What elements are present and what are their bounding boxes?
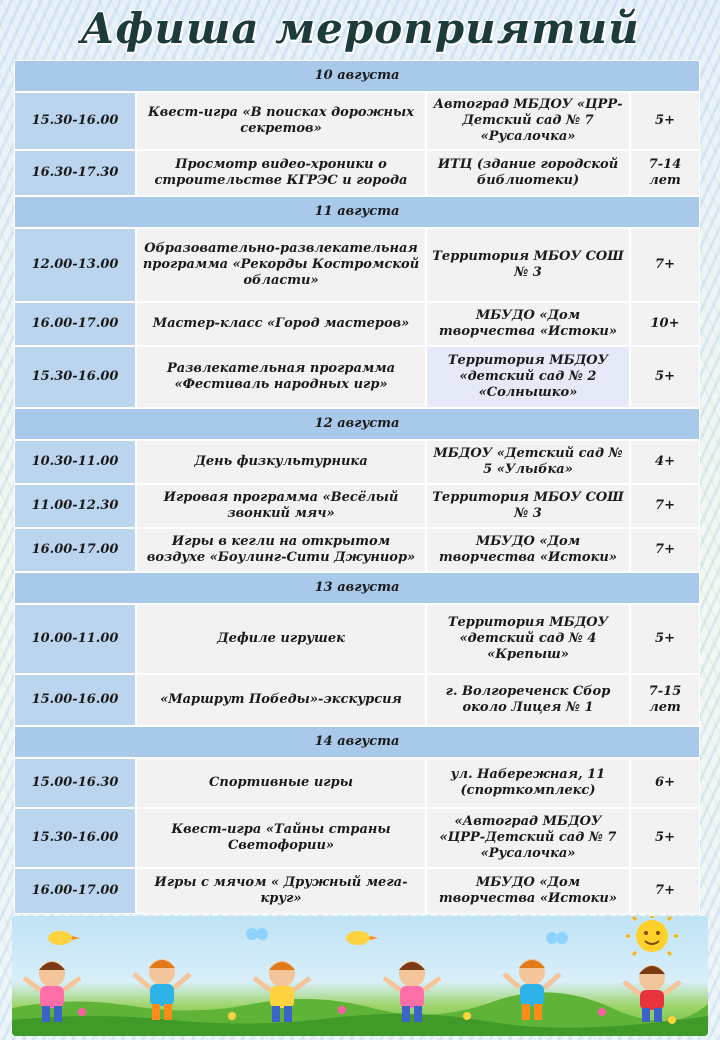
event-place: Территория МБОУ СОШ № 3	[426, 484, 630, 528]
date-row	[14, 196, 700, 228]
bird-icon	[48, 931, 378, 945]
event-row	[14, 228, 700, 302]
date-label: 11 августа	[14, 196, 700, 228]
event-place: ИТЦ (здание городской библиотеки)	[426, 150, 630, 196]
date-label: 10 августа	[14, 60, 700, 92]
event-place: Территория МБДОУ «детский сад № 4 «Крепыш»	[426, 604, 630, 674]
event-age: 4+	[630, 440, 700, 484]
event-row	[14, 440, 700, 484]
event-age: 5+	[630, 808, 700, 868]
event-time: 15.30-16.00	[14, 346, 136, 408]
event-name: Игровая программа «Весёлый звонкий мяч»	[136, 484, 426, 528]
event-time: 15.00-16.30	[14, 758, 136, 808]
event-row	[14, 528, 700, 572]
event-name: Игры в кегли на открытом воздухе «Боулинг-Сити Джуниор»	[136, 528, 426, 572]
event-age: 5+	[630, 92, 700, 150]
date-label: 14 августа	[14, 726, 700, 758]
event-place: г. Волгореченск Сбор около Лицея № 1	[426, 674, 630, 726]
date-row	[14, 60, 700, 92]
date-row	[14, 726, 700, 758]
event-age: 6+	[630, 758, 700, 808]
event-name: «Маршрут Победы»-экскурсия	[136, 674, 426, 726]
date-label: 12 августа	[14, 408, 700, 440]
event-age: 7+	[630, 868, 700, 914]
date-label: 13 августа	[14, 572, 700, 604]
event-row	[14, 150, 700, 196]
event-row	[14, 484, 700, 528]
event-row	[14, 302, 700, 346]
date-row	[14, 572, 700, 604]
event-time: 10.30-11.00	[14, 440, 136, 484]
event-age: 7-14 лет	[630, 150, 700, 196]
event-name: Спортивные игры	[136, 758, 426, 808]
event-age: 10+	[630, 302, 700, 346]
child-figure	[624, 965, 680, 1022]
event-row	[14, 604, 700, 674]
event-time: 16.30-17.30	[14, 150, 136, 196]
event-row	[14, 868, 700, 914]
date-row	[14, 408, 700, 440]
event-age: 5+	[630, 346, 700, 408]
event-name: Квест-игра «В поисках дорожных секретов»	[136, 92, 426, 150]
event-time: 15.30-16.00	[14, 808, 136, 868]
event-name: День физкультурника	[136, 440, 426, 484]
event-place: ул. Набережная, 11 (спорткомплекс)	[426, 758, 630, 808]
event-age: 7+	[630, 228, 700, 302]
event-time: 16.00-17.00	[14, 302, 136, 346]
event-time: 10.00-11.00	[14, 604, 136, 674]
event-time: 15.30-16.00	[14, 92, 136, 150]
event-row	[14, 808, 700, 868]
banner-svg	[12, 916, 708, 1036]
event-place: Территория МБОУ СОШ № 3	[426, 228, 630, 302]
event-place: МБДОУ «Детский сад № 5 «Улыбка»	[426, 440, 630, 484]
event-name: Дефиле игрушек	[136, 604, 426, 674]
event-name: Квест-игра «Тайны страны Светофории»	[136, 808, 426, 868]
event-row	[14, 674, 700, 726]
event-place: МБУДО «Дом творчества «Истоки»	[426, 868, 630, 914]
event-name: Игры с мячом « Дружный мега-круг»	[136, 868, 426, 914]
event-age: 5+	[630, 604, 700, 674]
event-place: Автоград МБДОУ «ЦРР-Детский сад № 7 «Русалочка»	[426, 92, 630, 150]
event-name: Образовательно-развлекательная программа «Рекорды Костромской области»	[136, 228, 426, 302]
event-time: 12.00-13.00	[14, 228, 136, 302]
event-name: Мастер-класс «Город мастеров»	[136, 302, 426, 346]
event-name: Развлекательная программа «Фестиваль народных игр»	[136, 346, 426, 408]
event-time: 16.00-17.00	[14, 868, 136, 914]
butterfly-icon	[246, 928, 568, 944]
page-title: Афиша мероприятий	[80, 4, 640, 53]
event-age: 7+	[630, 484, 700, 528]
event-time: 16.00-17.00	[14, 528, 136, 572]
event-place: МБУДО «Дом творчества «Истоки»	[426, 302, 630, 346]
schedule-table	[14, 60, 700, 914]
event-row	[14, 346, 700, 408]
event-name: Просмотр видео-хроники о строительстве КГРЭС и города	[136, 150, 426, 196]
event-age: 7+	[630, 528, 700, 572]
event-row	[14, 92, 700, 150]
event-place: МБУДО «Дом творчества «Истоки»	[426, 528, 630, 572]
event-place: «Автоград МБДОУ «ЦРР-Детский сад № 7 «Русалочка»	[426, 808, 630, 868]
kids-playing-illustration	[12, 916, 708, 1036]
event-time: 11.00-12.30	[14, 484, 136, 528]
sun-icon	[626, 916, 678, 955]
event-place: Территория МБДОУ «детский сад № 2 «Солнышко»	[426, 346, 630, 408]
event-time: 15.00-16.00	[14, 674, 136, 726]
event-row	[14, 758, 700, 808]
event-age: 7-15 лет	[630, 674, 700, 726]
